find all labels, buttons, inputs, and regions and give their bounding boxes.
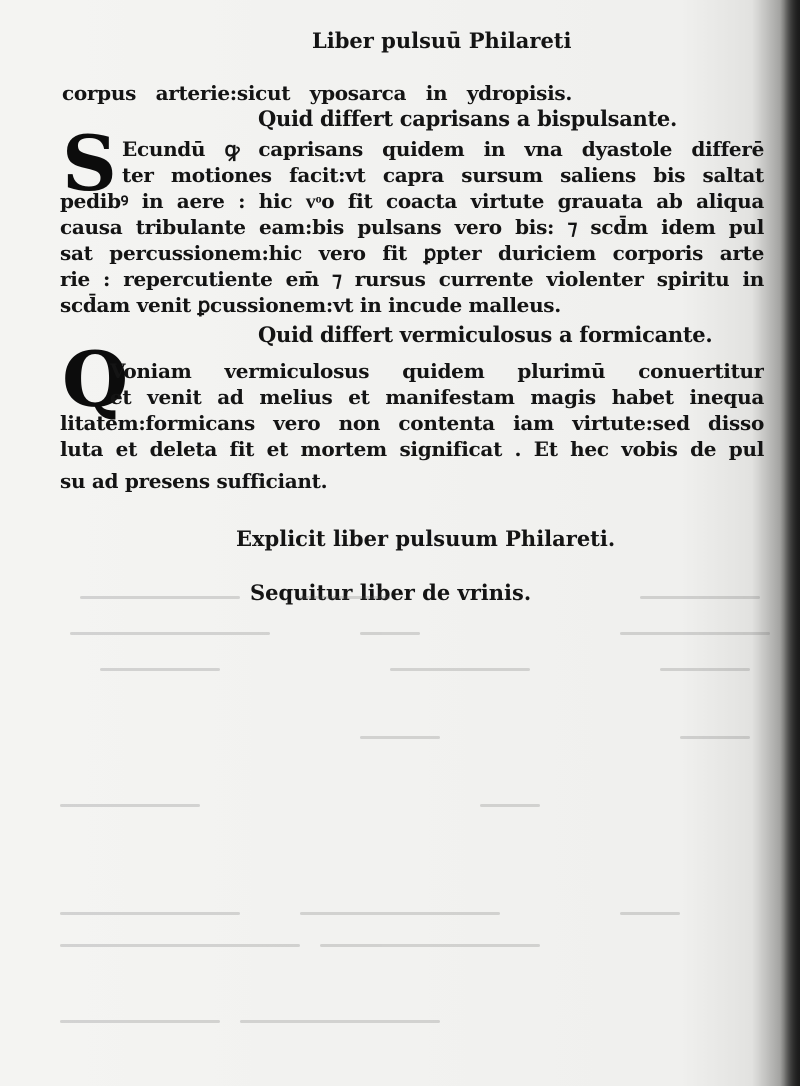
- bleed-through: [60, 804, 740, 814]
- text-line: Voniam vermiculosus quidem plurimū conuertitur: [110, 359, 764, 383]
- explicit-line: Explicit liber pulsuum Philareti.: [236, 526, 616, 551]
- section-heading: Quid differt vermiculosus a formicante.: [258, 322, 713, 347]
- binding-gutter: [780, 0, 800, 1086]
- bleed-through: [60, 736, 740, 746]
- bleed-through: [60, 944, 740, 954]
- text-line: et venit ad melius et manifestam magis habet inequa: [110, 385, 764, 409]
- text-line: corpus arterie:sicut yposarca in ydropisis.: [62, 81, 572, 105]
- text-line: sat percussionem:hic vero fit ꝑpter duriciem corporis arte: [60, 241, 764, 265]
- text-line: rie : repercutiente em̄ ⁊ rursus currente violenter spiritu in: [60, 267, 764, 291]
- text-line: Ecundū ꝙ caprisans quidem in vna dyastole differē: [122, 137, 764, 161]
- text-line: su ad presens sufficiant.: [60, 469, 328, 493]
- text-line: luta et deleta fit et mortem significat . Et hec vobis de pul: [60, 437, 764, 461]
- sequitur-line: Sequitur liber de vrinis.: [250, 580, 532, 605]
- bleed-through: [60, 668, 740, 678]
- bleed-through: [60, 596, 740, 606]
- section-heading: Quid differt caprisans a bispulsante.: [258, 106, 677, 131]
- text-line: litatem:formicans vero non contenta iam virtute:sed disso: [60, 411, 764, 435]
- bleed-through: [60, 1020, 740, 1030]
- text-line: ter motiones facit:vt capra sursum saliens bis saltat: [122, 163, 764, 187]
- text-line: scd̄am venit ꝑcussionem:vt in incude malleus.: [60, 293, 561, 317]
- drop-capital: S: [62, 119, 117, 208]
- bleed-through: [60, 912, 740, 922]
- running-title: Liber pulsuū Philareti: [312, 28, 572, 53]
- bleed-through: [60, 632, 740, 642]
- text-line: causa tribulante eam:bis pulsans vero bis: ⁊ scd̄m idem pul: [60, 215, 764, 239]
- drop-capital: Q: [62, 335, 129, 424]
- text-line: pedibꝰ in aere : hic vͦo fit coacta virtute grauata ab aliqua: [60, 189, 764, 213]
